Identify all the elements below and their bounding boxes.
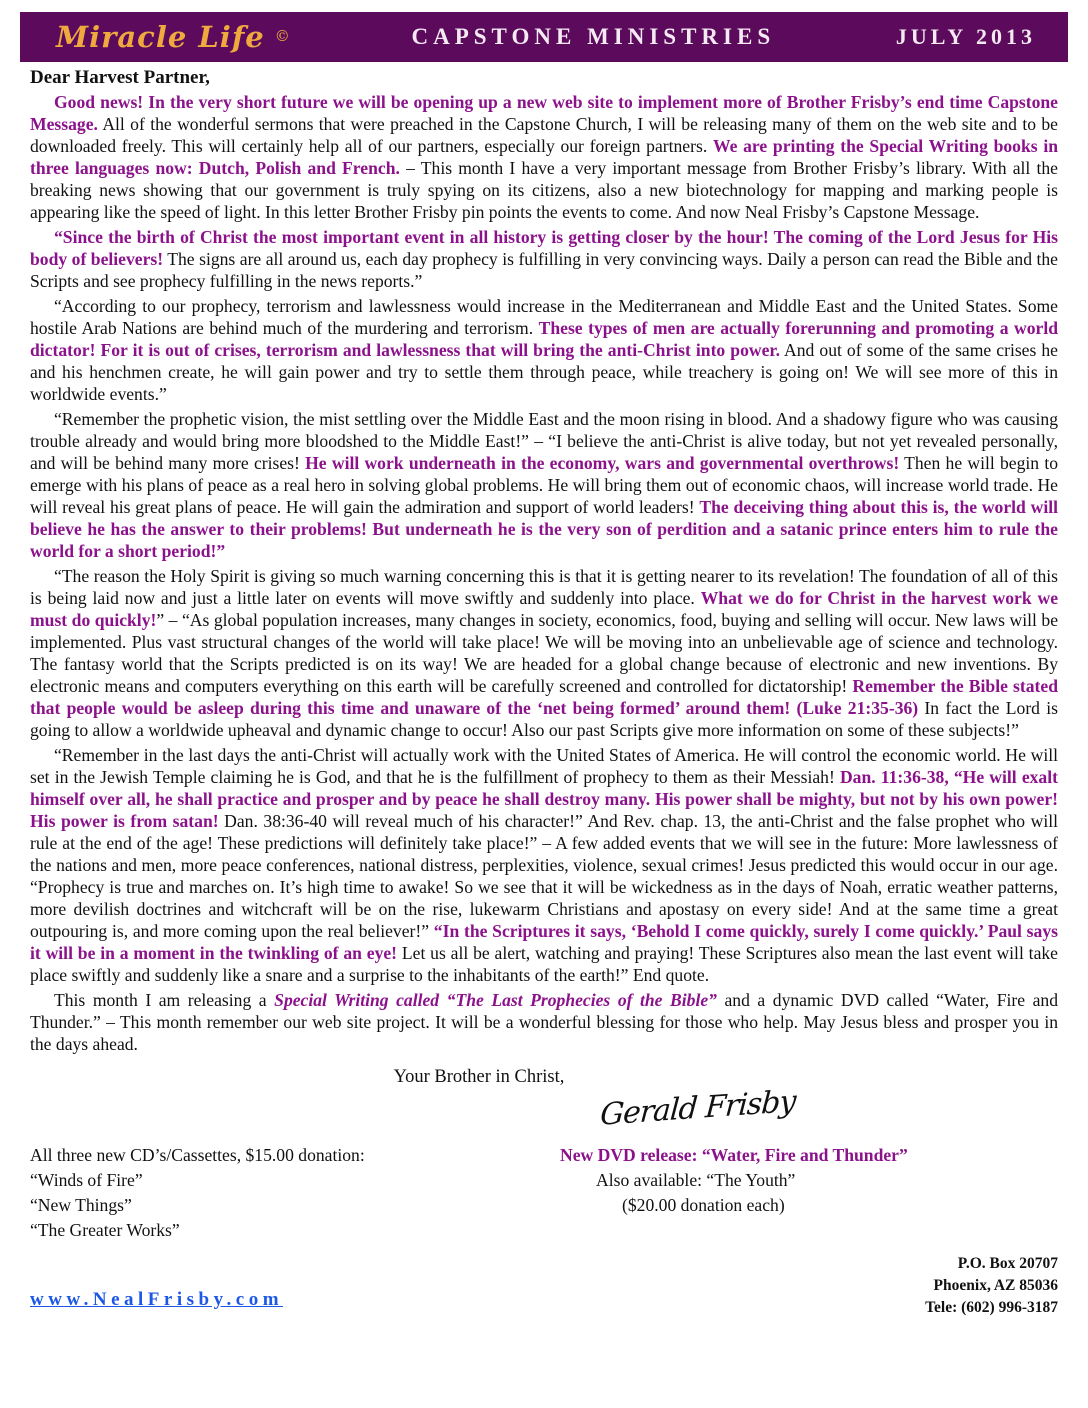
salutation: Dear Harvest Partner, <box>30 67 210 88</box>
text-run: And out of some of the same crises he and his henchmen create, he will gain power and try to settle them through peace, while treachery is going on! We will see more of this in worldwide events.” <box>30 340 1058 404</box>
text-run: These types of men are actually forerunning and promoting a world dictator! For it is out of crises, terrorism and lawlessness that will bring the anti-Christ into power. <box>30 318 1059 360</box>
mailing-address <box>925 1253 1058 1319</box>
paragraph-5 <box>30 565 1058 741</box>
dvd-release-heading: New DVD release: “Water, Fire and Thunder” <box>560 1145 908 1165</box>
letter-body <box>30 91 1058 1055</box>
text-run: “Remember in the last days the anti-Christ will actually work with the United States of America. He will control the economic world. He will set in the Jewish Temple claiming he is God, and that he is the fulfillment of prophecy to them as their Messiah! <box>30 745 1058 787</box>
address-phone: Tele: (602) 996-3187 <box>925 1299 1058 1316</box>
dvd-donation-note: ($20.00 donation each) <box>622 1195 785 1215</box>
paragraph-6 <box>30 744 1058 986</box>
paragraph-7 <box>30 989 1058 1055</box>
offers-section <box>30 1143 1058 1243</box>
text-run: Dan. 11:36-38, “He will exalt himself over all, he shall practice and prosper and by peace he shall destroy many. His power shall be mighty, but not by his own power! His power is from satan! <box>30 767 1058 831</box>
cd-title: “The Greater Works” <box>30 1220 180 1240</box>
text-run: ” – “As global population increases, many changes in society, economics, food, buying and selling will occur. New laws will be implemented. Plus vast structural changes of the world will take place! We will be moving into an unbelievable age of science and technology. The fantasy world that the Scripts predicted is on its way! We are headed for a global change because of electronic and new inventions. By electronic means and computers everything on this earth will be carefully screened and controlled for dictatorship! <box>30 610 1058 696</box>
text-run: – This month I have a very important message from Brother Frisby’s library. With all the breaking news showing that our government is truly spying on its citizens, also a new biotechnology for mapping and marking people is appearing like the speed of light. In this letter Brother Frisby pin points the events to come. And now Neal Frisby’s Capstone Message. <box>30 158 1058 222</box>
cd-offer-heading: All three new CD’s/Cassettes, $15.00 donation: <box>30 1145 365 1165</box>
dvd-offers-list <box>560 1143 1030 1243</box>
text-run: He will work underneath in the economy, wars and governmental overthrows! <box>305 453 900 473</box>
text-run: “In the Scriptures it says, ‘Behold I come quickly, surely I come quickly.’ Paul says it will be in a moment in the twinkling of an eye! <box>30 921 1058 963</box>
logo-text: Miracle Life <box>56 20 265 54</box>
copyright-icon: © <box>274 27 291 45</box>
text-run: “The reason the Holy Spirit is giving so much warning concerning this is that it is getting nearer to its revelation! The foundation of all of this is being laid now and just a little later on events will move swiftly and suddenly into place. <box>30 566 1058 608</box>
text-run: “Remember the prophetic vision, the mist settling over the Middle East and the moon rising in blood. And a shadowy figure who was causing trouble already and would bring more bloodshed to the Middle East!” – “I believe the anti-Christ is alive today, but not yet revealed personally, and will be behind many more crises! <box>30 409 1058 473</box>
footer <box>30 1253 1058 1343</box>
text-run: In fact the Lord is going to allow a worldwide upheaval and dynamic change to occur! Also our past Scripts give more information on some of these subjects!” <box>30 698 1058 740</box>
text-run: and a dynamic DVD called “Water, Fire and Thunder.” – This month remember our web site project. It will be a wonderful blessing for those who help. May Jesus bless and prosper you in the days ahead. <box>30 990 1058 1054</box>
text-run: We are printing the Special Writing books in three languages now: Dutch, Polish and French. <box>30 136 1059 178</box>
address-city: Phoenix, AZ 85036 <box>933 1277 1058 1294</box>
cd-title: “New Things” <box>30 1195 132 1215</box>
text-run: Remember the Bible stated that people would be asleep during this time and unaware of the ‘net being formed’ around them! (Luke 21:35-36) <box>30 676 1058 718</box>
paragraph-1 <box>30 91 1058 223</box>
address-po-box: P.O. Box 20707 <box>957 1255 1058 1272</box>
text-run: The deceiving thing about this is, the world will believe he has the answer to their problems! But underneath he is the very son of perdition and a satanic prince enters him to rule the world for a short period!” <box>30 497 1058 561</box>
masthead-banner <box>20 12 1068 62</box>
text-run: Dan. 38:36-40 will reveal much of his character!” And Rev. chap. 13, the anti-Christ and the false prophet who will rule at the end of the age! These predictions will definitely take place!” – A few added events that we will see in the future: More lawlessness of the nations and men, more peace conferences, national distress, perplexities, violence, sexual crimes! Jesus predicted this would occur in our age. “Prophecy is true and marches on. It’s high time to awake! So we see that it will be wickedness as in the days of Noah, erratic weather patterns, more devilish doctrines and witchcraft will be on the rise, lukewarm Christians and apostasy on every side! And at the same time a great outpouring is, and more coming upon the real believer!” <box>30 811 1059 941</box>
valediction: Your Brother in Christ, <box>393 1067 565 1087</box>
text-run: The signs are all around us, each day prophecy is fulfilling in very convincing ways. Daily a person can read the Bible and the Scripts and see prophecy fulfilling in the news reports.” <box>30 249 1058 291</box>
text-run: Then he will begin to emerge with his plans of peace as a real hero in solving global problems. He will bring them out of economic chaos, will increase world trade. He will reveal his great plans of peace. He will gain the admiration and support of world leaders! <box>30 453 1058 517</box>
text-run: This month I am releasing a <box>54 990 275 1010</box>
cd-title: “Winds of Fire” <box>30 1170 143 1190</box>
miracle-life-logo <box>56 20 291 54</box>
paragraph-3 <box>30 295 1058 405</box>
cd-offers-list <box>30 1143 560 1243</box>
text-run: All of the wonderful sermons that were preached in the Capstone Church, I will be releasing many of them on the web site and to be downloaded freely. This will certainly help all of our partners, especially our foreign partners. <box>30 114 1058 156</box>
text-run: Special Writing called “The Last Prophecies of the Bible” <box>274 990 717 1010</box>
text-run: Good news! In the very short future we will be opening up a new web site to implement more of Brother Frisby’s end time Capstone Message. <box>30 92 1058 134</box>
dvd-also-available: Also available: “The Youth” <box>596 1170 796 1190</box>
paragraph-2 <box>30 226 1058 292</box>
ministry-title: CAPSTONE MINISTRIES <box>411 24 776 49</box>
paragraph-4 <box>30 408 1058 562</box>
text-run: What we do for Christ in the harvest work we must do quickly! <box>30 588 1058 630</box>
signature: Gerald Frisby <box>599 1083 797 1133</box>
website-link[interactable]: www.NealFrisby.com <box>30 1289 284 1310</box>
text-run: “According to our prophecy, terrorism and lawlessness would increase in the Mediterranean and Middle East and the United States. Some hostile Arab Nations are behind much of the murdering and terrorism. <box>30 296 1058 338</box>
text-run: “Since the birth of Christ the most important event in all history is getting closer by the hour! The coming of the Lord Jesus for His body of believers! <box>30 227 1058 269</box>
issue-date: JULY 2013 <box>895 24 1036 49</box>
text-run: Let us all be alert, watching and praying! These Scriptures also mean the last event will take place swiftly and suddenly like a snare and a surprise to the inhabitants of the earth!” End quote. <box>30 943 1058 985</box>
